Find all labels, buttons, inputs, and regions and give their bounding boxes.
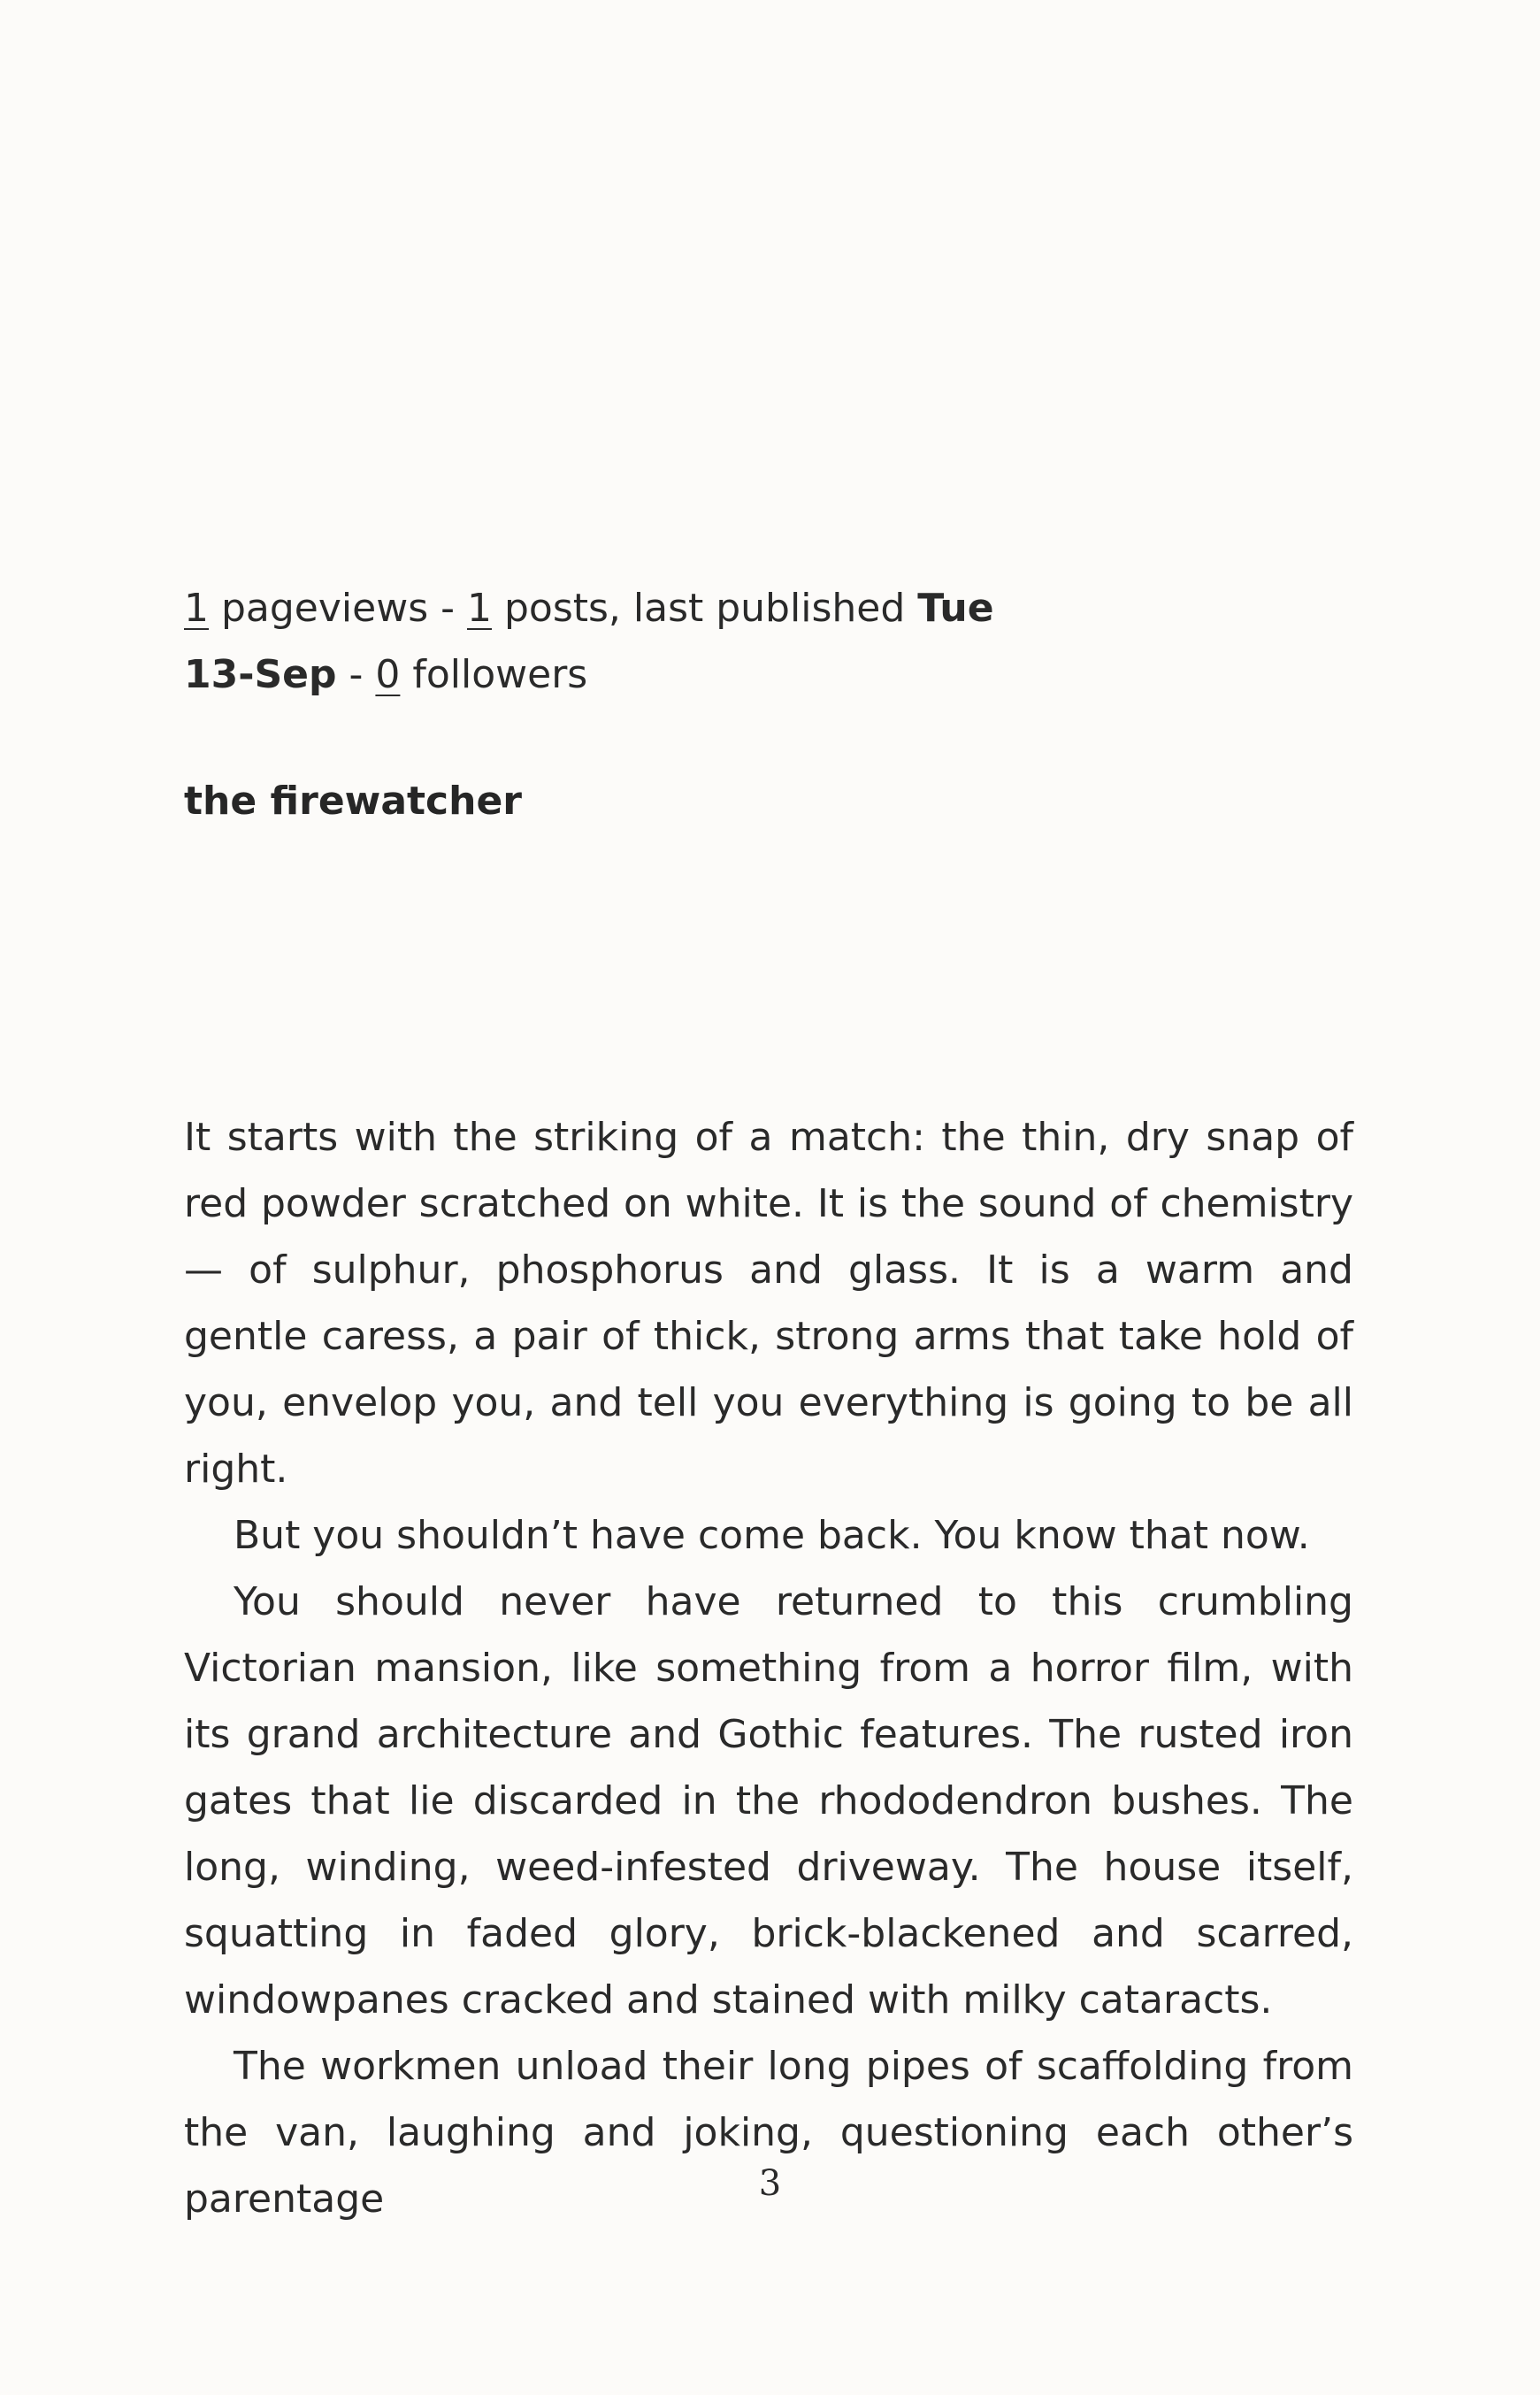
last-published-day: Tue (917, 586, 994, 631)
pageviews-label: pageviews - (209, 586, 467, 631)
paragraph: But you shouldn’t have come back. You know that now. (234, 1513, 1310, 1558)
posts-label: posts, last published (491, 586, 918, 631)
pageviews-count: 1 (184, 586, 209, 631)
blog-title: the firewatcher (184, 779, 522, 824)
paragraph: The workmen unload their long pipes of scaffolding from the van, laughing and joking, questioning each other’s parentage (184, 2044, 1353, 2222)
paragraph: You should never have returned to this crumbling Victorian mansion, like something from a horror film, with its grand architecture and Gothic features. The rusted iron gates that lie discarded in the rhododendron bushes. The long, winding, weed-infested driveway. The house itself, squatting in faded glory, brick-blackened and scarred, windowpanes cracked and stained with milky cataracts. (184, 1579, 1353, 2023)
stats-separator: - (336, 652, 376, 697)
last-published-date: 13-Sep (184, 652, 337, 697)
followers-count: 0 (375, 652, 401, 697)
chapter-body (184, 1104, 1353, 2232)
posts-count: 1 (466, 586, 492, 631)
followers-label: followers (400, 652, 588, 697)
blog-stats (184, 575, 1360, 708)
paragraph: It starts with the striking of a match: the thin, dry snap of red powder scratched on white. It is the sound of chemistry — of sulphur, phosphorus and glass. It is a warm and gentle caress, a pair of thick, strong arms that take hold of you, envelop you, and tell you everything is going to be all right. (184, 1115, 1353, 1492)
page-number: 3 (758, 2163, 782, 2204)
